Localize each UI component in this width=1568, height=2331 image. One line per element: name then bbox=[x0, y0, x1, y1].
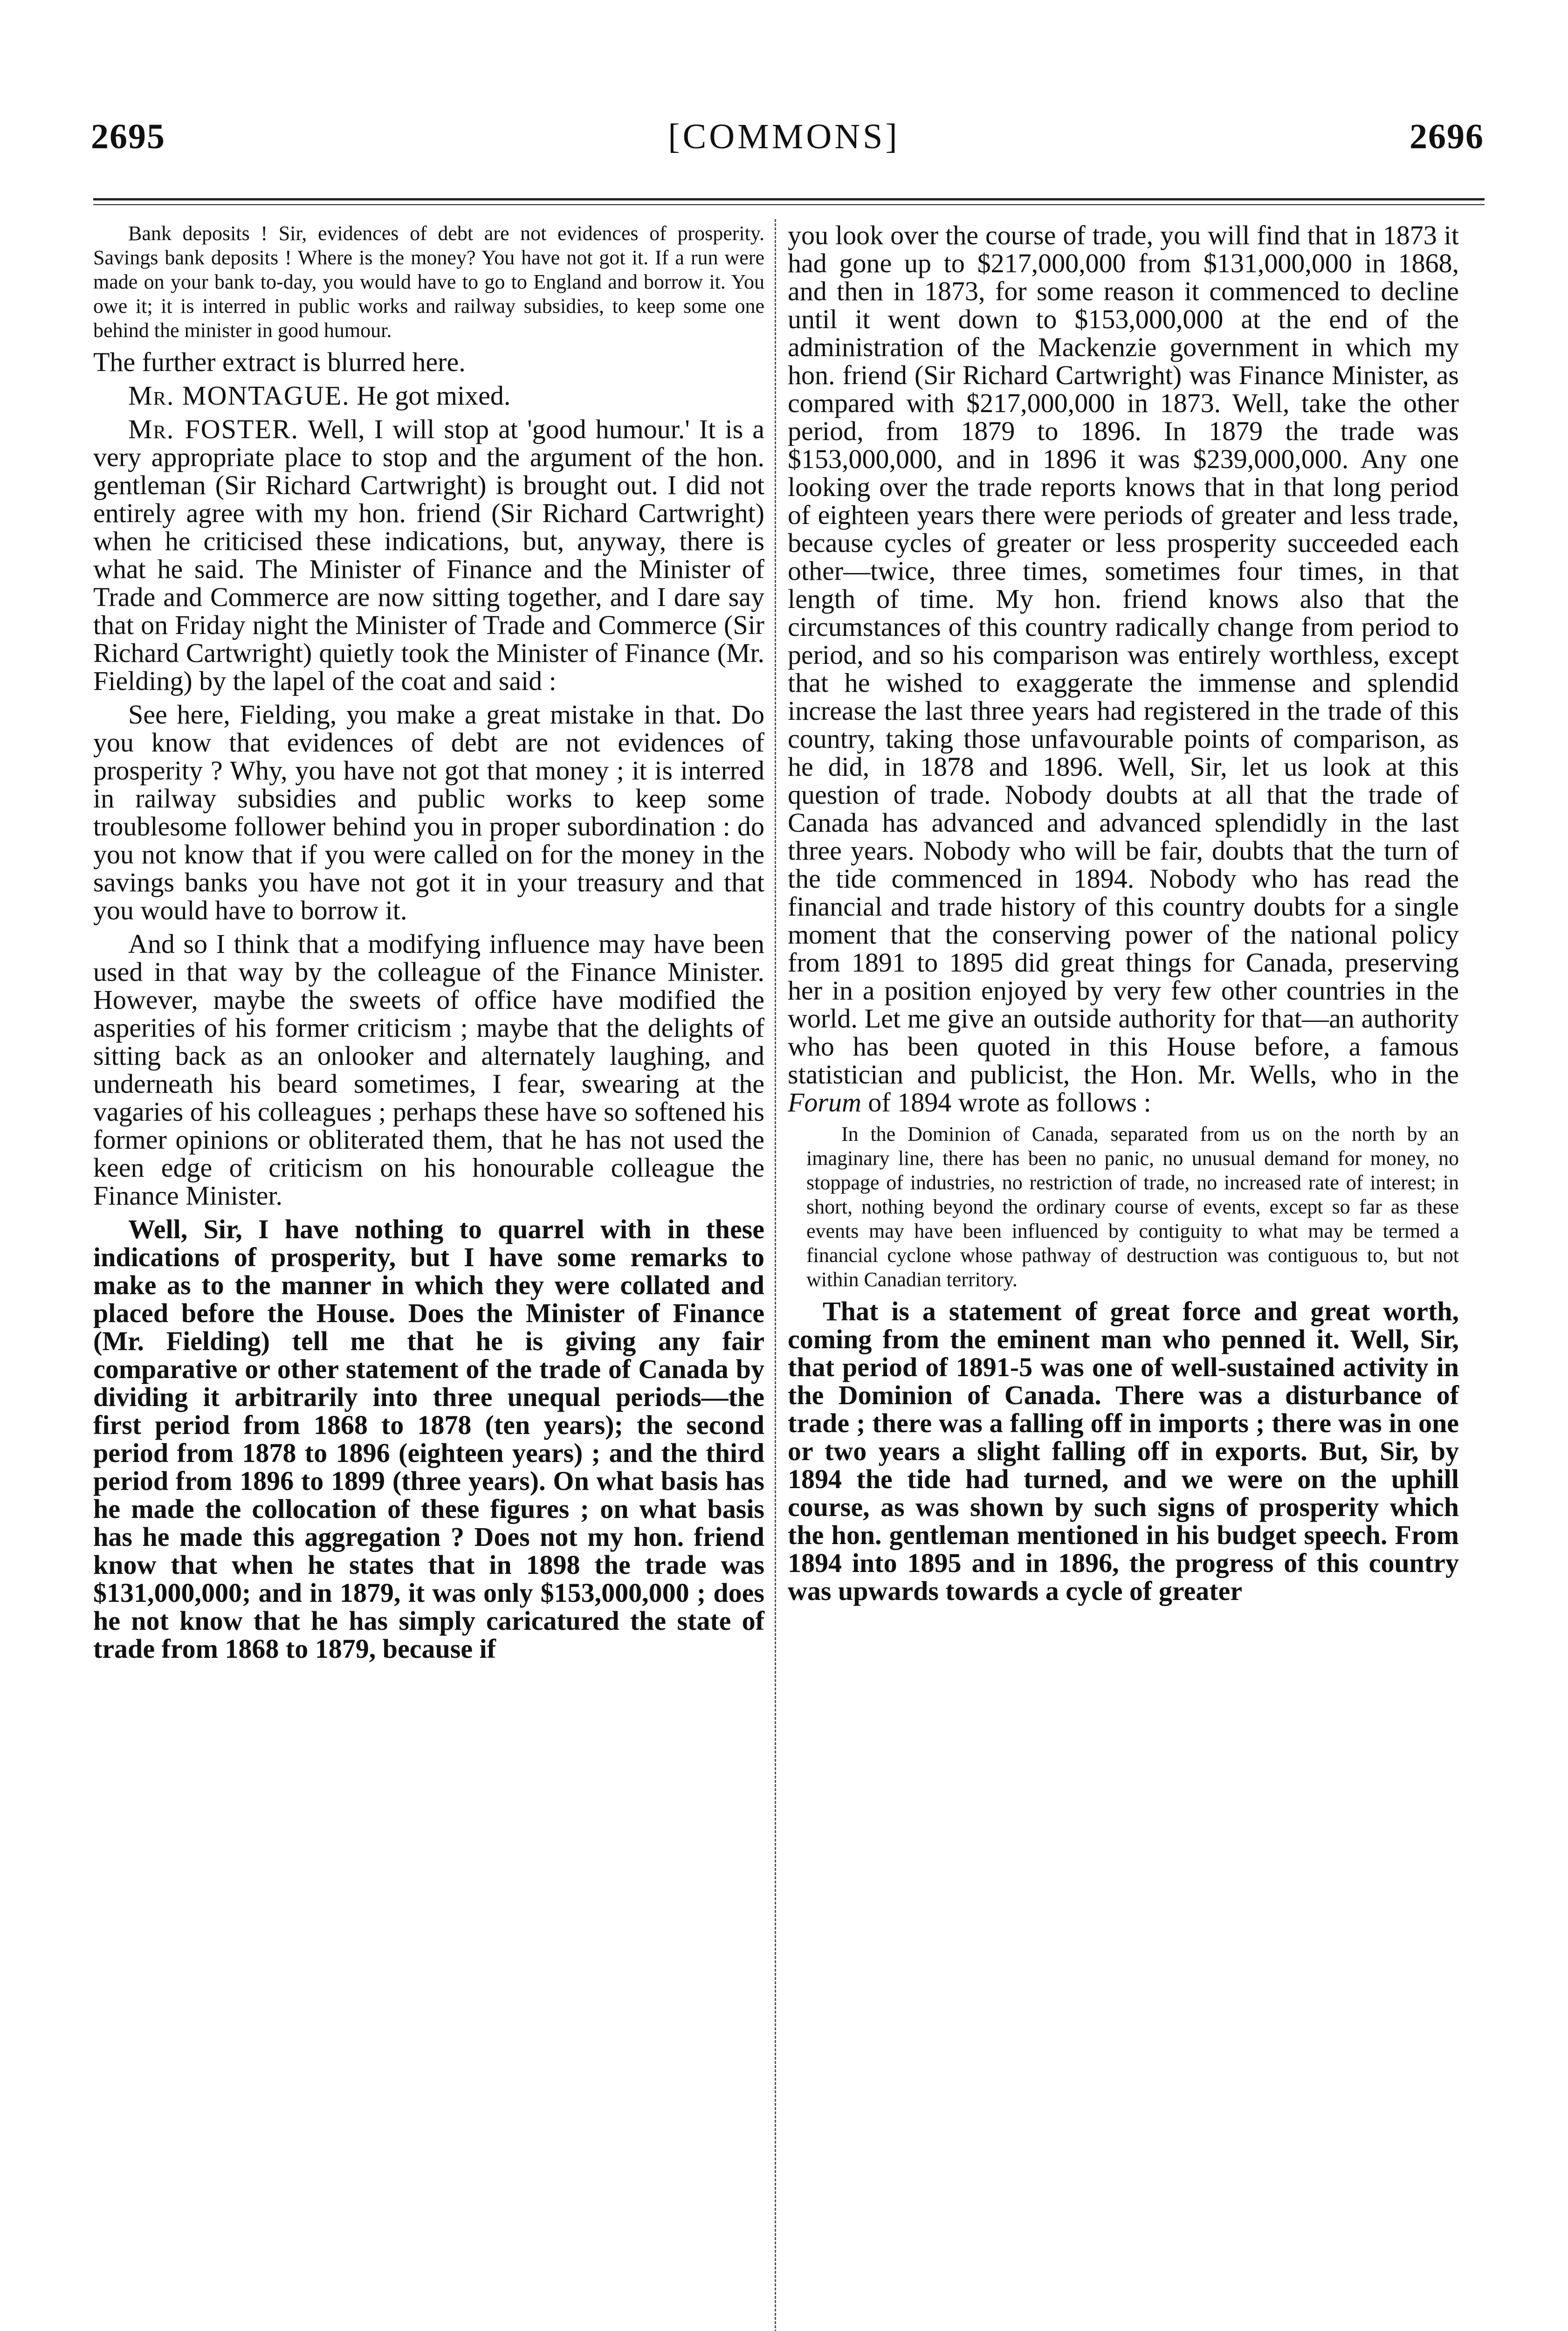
speech-montague bbox=[93, 382, 764, 410]
paragraph bbox=[788, 221, 1459, 1117]
speech-text: He got mixed. bbox=[350, 380, 511, 411]
paragraph: Well, Sir, I have nothing to quarrel with in these indications of prosperity, but I have some remarks to make as to the manner in which they were collated and placed before the House. Does the Minister of Finance (Mr. Fielding) tell me that he is giving any fair comparative or other statement of the trade of Canada by dividing it arbitrarily into three unequal periods—the first period from 1868 to 1878 (ten years); the second period from 1878 to 1896 (eighteen years) ; and the third period from 1896 to 1899 (three years). On what basis has he made the collocation of these figures ; on what basis has he made this aggregation ? Does not my hon. friend know that when he states that in 1898 the trade was $131,000,000; and in 1879, it was only $153,000,000 ; does he not know that he has simply caricatured the state of trade from 1868 to 1879, because if bbox=[93, 1214, 764, 1664]
paragraph-text-end: of 1894 wrote as follows : bbox=[861, 1087, 1151, 1117]
left-column bbox=[93, 221, 764, 1669]
speech-text: Well, I will stop at 'good humour.' It is a very appropriate place to stop and the argument of the hon. gentleman (Sir Richard Cartwright) is brought out. I did not entirely agree with my hon. friend (Sir Richard Cartwright) when he criticised these indications, but, anyway, there is what he said. The Minister of Finance and the Minister of Trade and Commerce are now sitting together, and I dare say that on Friday night the Minister of Trade and Commerce (Sir Richard Cartwright) quietly took the Minister of Finance (Mr. Fielding) by the lapel of the coat and said : bbox=[93, 414, 764, 696]
speaker-name: Mr. FOSTER. bbox=[128, 414, 299, 444]
paragraph: And so I think that a modifying influence may have been used in that way by the colleague of the Finance Minister. However, maybe the sweets of office have modified the asperities of his former criticism ; maybe that the delights of sitting back as an onlooker and alternately laughing, and underneath his beard sometimes, I fear, swearing at the vagaries of his colleagues ; perhaps these have so softened his former opinions or obliterated them, that he has not used the keen edge of criticism on his honourable colleague the Finance Minister. bbox=[93, 929, 764, 1211]
header-rule-thin bbox=[93, 204, 1485, 205]
quoted-speech: See here, Fielding, you make a great mistake in that. Do you know that evidences of debt are not evidences of prosperity ? Why, you have not got that money ; it is interred in railway subsidies and public works to keep some troublesome follower behind you in proper subordination : do you not know that if you were called on for the money in the savings banks you have not got it in your treasury and that you would have to borrow it. bbox=[93, 699, 764, 925]
forum-title: Forum bbox=[788, 1087, 861, 1117]
speech-foster bbox=[93, 415, 764, 695]
quoted-extract: In the Dominion of Canada, separated from us on the north by an imaginary line, there has been no panic, no unusual demand for money, no stoppage of industries, no restriction of trade, no increased rate of interest; in short, nothing beyond the ordinary course of events, except so far as these events may have been influenced by contiguity to what may be termed a financial cyclone whose pathway of destruction was contiguous to, but not within Canadian territory. bbox=[806, 1123, 1459, 1291]
page-number-right: 2696 bbox=[1410, 117, 1484, 156]
right-column bbox=[788, 221, 1459, 1611]
running-header: [COMMONS] bbox=[668, 117, 900, 156]
quoted-extract: Bank deposits ! Sir, evidences of debt are not evidences of prosperity. Savings bank deposits ! Where is the money? You have not got it. If a run were made on your bank to-day, you would have to go to England and borrow it. You owe it; it is interred in public works and railway subsidies, to keep some one behind the minister in good humour. bbox=[93, 222, 764, 342]
paragraph: The further extract is blurred here. bbox=[93, 347, 466, 377]
column-divider bbox=[775, 219, 776, 2331]
speaker-name: Mr. MONTAGUE. bbox=[128, 380, 350, 411]
page-number-left: 2695 bbox=[91, 117, 165, 156]
header-rule-thick bbox=[93, 198, 1485, 200]
paragraph: That is a statement of great force and great worth, coming from the eminent man who penned it. Well, Sir, that period of 1891-5 was one of well-sustained activity in the Dominion of Canada. There was a disturbance of trade ; there was a falling off in imports ; there was in one or two years a slight falling off in exports. But, Sir, by 1894 the tide had turned, and we were on the uphill course, as was shown by such signs of prosperity which the hon. gentleman mentioned in his budget speech. From 1894 into 1895 and in 1896, the progress of this country was upwards towards a cycle of greater bbox=[788, 1296, 1459, 1606]
paragraph-text: you look over the course of trade, you will find that in 1873 it had gone up to $217,000,000 from $131,000,000 in 1868, and then in 1873, for some reason it commenced to decline until it went down to $153,000,000 at the end of the administration of the Mackenzie government in which my hon. friend (Sir Richard Cartwright) was Finance Minister, as compared with $217,000,000 in 1873. Well, take the other period, from 1879 to 1896. In 1879 the trade was $153,000,000, and in 1896 it was $239,000,000. Any one looking over the trade reports knows that in that long period of eighteen years there were periods of greater and less trade, because cycles of greater or less prosperity succeeded each other—twice, three times, sometimes four times, in that length of time. My hon. friend knows also that the circumstances of this country radically change from period to period, and so his comparison was entirely worthless, except that he wished to exaggerate the immense and splendid increase the last three years had registered in the trade of this country, taking those unfavourable points of comparison, as he did, in 1878 and 1896. Well, Sir, let us look at this question of trade. Nobody doubts at all that the trade of Canada has advanced and advanced splendidly in the last three years. Nobody who will be fair, doubts that the turn of the tide commenced in 1894. Nobody who has read the financial and trade history of this country doubts for a single moment that the conserving power of the national policy from 1891 to 1895 did great things for Canada, preserving her in a position enjoyed by very few other countries in the world. Let me give an outside authority for that—an authority who has been quoted in this House before, a famous statistician and publicist, the Hon. Mr. Wells, who in the bbox=[788, 220, 1459, 1090]
